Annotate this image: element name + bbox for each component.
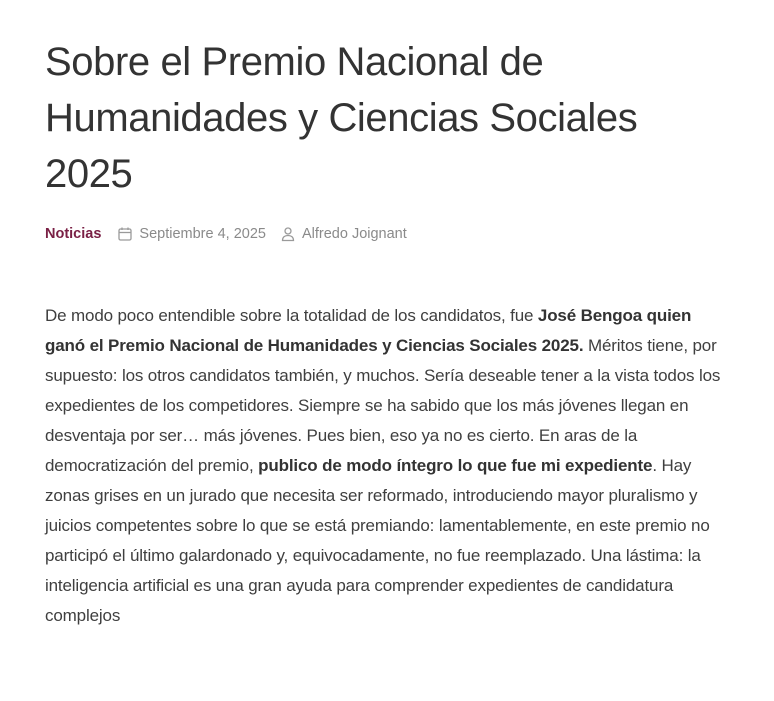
user-icon bbox=[280, 226, 296, 242]
category-link[interactable]: Noticias bbox=[45, 226, 102, 242]
post-author[interactable] bbox=[280, 226, 407, 242]
body-bold-2: publico de modo íntegro lo que fue mi expediente bbox=[258, 456, 653, 475]
calendar-icon bbox=[117, 226, 133, 242]
article-body bbox=[45, 301, 725, 631]
post-date-text: Septiembre 4, 2025 bbox=[139, 226, 266, 242]
body-text-2: Méritos tiene, por supuesto: los otros candidatos también, y muchos. Sería deseable tener a la vista todos los expedientes de los competidores. Siempre se ha sabido que los más jóvenes llegan en desventaja por ser… más jóvenes. Pues bien, eso ya no es cierto. En aras de la democratización del premio, bbox=[45, 336, 721, 475]
post-author-text[interactable]: Alfredo Joignant bbox=[301, 226, 407, 242]
page-title: Sobre el Premio Nacional de Humanidades y Ciencias Sociales 2025 bbox=[45, 40, 638, 196]
article-paragraph bbox=[45, 301, 725, 631]
post-meta bbox=[45, 222, 735, 246]
post-date bbox=[117, 226, 266, 242]
body-bold-1: José Bengoa quien ganó el Premio Nacional de Humanidades y Ciencias Sociales 2025. bbox=[45, 306, 692, 355]
body-text-1: De modo poco entendible sobre la totalidad de los candidatos, fue bbox=[45, 306, 538, 325]
body-text-3: . Hay zonas grises en un jurado que necesita ser reformado, introduciendo mayor pluralismo y juicios competentes sobre lo que se está premiando: lamentablemente, en este premio no participó el último galardonado y, equivocadamente, no fue reemplazado. Una lástima: la inteligencia artificial es una gran ayuda para comprender expedientes de candidatura complejos bbox=[45, 456, 710, 625]
